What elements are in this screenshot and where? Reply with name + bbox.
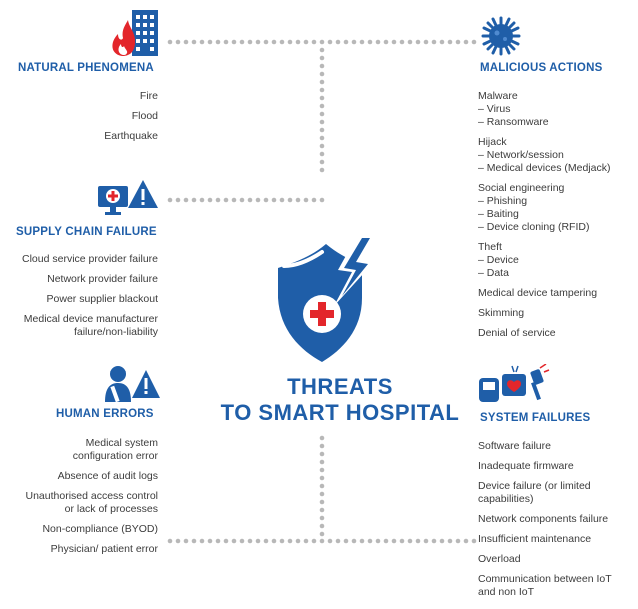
connector-dot	[320, 500, 325, 505]
natural-phenomena-title: NATURAL PHENOMENA	[18, 62, 154, 74]
connector-dot	[264, 539, 269, 544]
connector-dot	[320, 40, 325, 45]
connector-dot	[448, 539, 453, 544]
connector-dot	[296, 539, 301, 544]
list-item: Theft – Device – Data	[478, 241, 519, 279]
virus-icon	[478, 14, 524, 58]
connector-dot	[272, 539, 277, 544]
connector-dot	[464, 539, 469, 544]
connector-dot	[176, 198, 181, 203]
connector-dot	[320, 516, 325, 521]
human-errors-title: HUMAN ERRORS	[56, 408, 154, 420]
connector-dot	[184, 40, 189, 45]
connector-dot	[320, 80, 325, 85]
connector-dot	[224, 198, 229, 203]
connector-dot	[320, 136, 325, 141]
connector-dot	[232, 40, 237, 45]
connector-dot	[240, 40, 245, 45]
connector-dot	[168, 40, 173, 45]
connector-dot	[192, 539, 197, 544]
supply-chain-list	[0, 253, 158, 346]
connector-dot	[304, 198, 309, 203]
connector-dot	[416, 40, 421, 45]
connector-dot	[360, 40, 365, 45]
connector-dot	[312, 539, 317, 544]
connector-dot	[320, 128, 325, 133]
connector-dot	[320, 452, 325, 457]
connector-dot	[320, 168, 325, 173]
system-failures-title: SYSTEM FAILURES	[480, 412, 591, 424]
connector-dot	[288, 539, 293, 544]
connector-dot	[184, 198, 189, 203]
connector-dot	[304, 539, 309, 544]
list-item: Fire	[139, 90, 158, 102]
list-item: Denial of service	[478, 327, 556, 339]
list-item: Device failure (or limited capabilities)	[478, 480, 591, 505]
connector-dot	[392, 539, 397, 544]
connector-dot	[472, 40, 477, 45]
connector-dot	[400, 40, 405, 45]
connector-dot	[360, 539, 365, 544]
connector-dot	[352, 40, 357, 45]
list-item: Power supplier blackout	[46, 293, 158, 305]
building-fire-icon	[108, 8, 162, 58]
connector-dot	[320, 96, 325, 101]
connector-dot	[320, 160, 325, 165]
center-title: THREATS TO SMART HOSPITAL	[220, 374, 460, 425]
connector-dot	[472, 539, 477, 544]
connector-dot	[320, 508, 325, 513]
connector-dot	[424, 539, 429, 544]
connector-dot	[216, 40, 221, 45]
list-item: Skimming	[478, 307, 525, 319]
human-errors-list	[0, 437, 158, 563]
connector-dot	[320, 64, 325, 69]
connector-dot	[320, 88, 325, 93]
connector-dot	[280, 198, 285, 203]
connector-dot	[344, 539, 349, 544]
list-item: Physician/ patient error	[50, 543, 158, 555]
connector-dot	[200, 198, 205, 203]
list-item: Insufficient maintenance	[478, 533, 592, 545]
connector-dot	[320, 198, 325, 203]
connector-dot	[248, 40, 253, 45]
list-item: Communication between IoT and non IoT	[478, 573, 612, 598]
connector-dot	[240, 539, 245, 544]
connector-dot	[424, 40, 429, 45]
connector-dot	[216, 198, 221, 203]
system-failures-list	[478, 440, 636, 606]
connector-dot	[392, 40, 397, 45]
connector-dot	[400, 539, 405, 544]
connector-dot	[320, 468, 325, 473]
connector-dot	[320, 444, 325, 449]
connector-dot	[248, 198, 253, 203]
connector-dot	[248, 539, 253, 544]
connector-dot	[176, 539, 181, 544]
connector-dot	[264, 40, 269, 45]
list-item: Inadequate firmware	[478, 460, 574, 472]
shield-cross-lightning-icon	[266, 226, 400, 366]
connector-dot	[352, 539, 357, 544]
connector-dot	[320, 492, 325, 497]
connector-dot	[208, 539, 213, 544]
connector-dot	[208, 198, 213, 203]
connector-dot	[280, 539, 285, 544]
connector-dot	[432, 539, 437, 544]
connector-dot	[312, 198, 317, 203]
connector-dot	[448, 40, 453, 45]
list-item: Medical device tampering	[478, 287, 598, 299]
monitor-warning-icon	[96, 178, 160, 218]
connector-dot	[192, 198, 197, 203]
connector-dot	[344, 40, 349, 45]
connector-dot	[320, 120, 325, 125]
connector-dot	[320, 484, 325, 489]
list-item: Overload	[478, 553, 521, 565]
connector-dot	[328, 40, 333, 45]
list-item: Malware – Virus – Ransomware	[478, 90, 549, 128]
worker-warning-icon	[104, 364, 162, 404]
list-item: Flood	[131, 110, 158, 122]
connector-dot	[176, 40, 181, 45]
list-item: Medical system configuration error	[72, 437, 158, 462]
connector-dot	[168, 539, 173, 544]
list-item: Cloud service provider failure	[22, 253, 158, 265]
malicious-actions-list	[478, 90, 636, 347]
connector-dot	[184, 539, 189, 544]
connector-dot	[224, 539, 229, 544]
connector-dot	[320, 532, 325, 537]
malicious-actions-title: MALICIOUS ACTIONS	[480, 62, 603, 74]
connector-dot	[216, 539, 221, 544]
connector-dot	[320, 436, 325, 441]
connector-dot	[384, 40, 389, 45]
connector-dot	[208, 40, 213, 45]
connector-dot	[296, 198, 301, 203]
list-item: Medical device manufacturer failure/non-liability	[23, 313, 158, 338]
connector-dot	[168, 198, 173, 203]
connector-dot	[264, 198, 269, 203]
list-item: Network components failure	[478, 513, 609, 525]
connector-dot	[336, 40, 341, 45]
connector-dot	[272, 40, 277, 45]
list-item: Social engineering – Phishing – Baiting – Device cloning (RFID)	[478, 182, 590, 233]
connector-dot	[368, 40, 373, 45]
natural-phenomena-list	[0, 90, 158, 150]
connector-dot	[440, 40, 445, 45]
connector-dot	[256, 539, 261, 544]
connector-dot	[224, 40, 229, 45]
connector-dot	[320, 152, 325, 157]
connector-dot	[376, 539, 381, 544]
connector-dot	[336, 539, 341, 544]
connector-dot	[320, 104, 325, 109]
connector-dot	[416, 539, 421, 544]
connector-dot	[376, 40, 381, 45]
connector-dot	[192, 40, 197, 45]
connector-dot	[328, 539, 333, 544]
list-item: Software failure	[478, 440, 551, 452]
connector-dot	[368, 539, 373, 544]
list-item: Non-compliance (BYOD)	[42, 523, 158, 535]
connector-dot	[320, 112, 325, 117]
connector-dot	[320, 539, 325, 544]
connector-dot	[272, 198, 277, 203]
connector-dot	[288, 40, 293, 45]
list-item: Earthquake	[104, 130, 158, 142]
connector-dot	[408, 40, 413, 45]
connector-dot	[240, 198, 245, 203]
list-item: Unauthorised access control or lack of processes	[25, 490, 158, 515]
connector-dot	[312, 40, 317, 45]
connector-dot	[256, 198, 261, 203]
connector-dot	[320, 48, 325, 53]
connector-dot	[232, 539, 237, 544]
connector-dot	[320, 72, 325, 77]
connector-dot	[256, 40, 261, 45]
connector-dot	[288, 198, 293, 203]
connector-dot	[320, 476, 325, 481]
connector-dot	[456, 539, 461, 544]
connector-dot	[200, 40, 205, 45]
connector-dot	[464, 40, 469, 45]
connector-dot	[304, 40, 309, 45]
connector-dot	[320, 524, 325, 529]
connector-dot	[296, 40, 301, 45]
connector-dot	[384, 539, 389, 544]
connector-dot	[232, 198, 237, 203]
connector-dot	[456, 40, 461, 45]
list-item: Hijack – Network/session – Medical devices (Medjack)	[478, 136, 611, 174]
connector-dot	[432, 40, 437, 45]
connector-dot	[408, 539, 413, 544]
list-item: Absence of audit logs	[57, 470, 158, 482]
connector-dot	[320, 56, 325, 61]
connector-dot	[440, 539, 445, 544]
supply-chain-failure-title: SUPPLY CHAIN FAILURE	[16, 226, 157, 238]
connector-dot	[200, 539, 205, 544]
connector-dot	[320, 144, 325, 149]
connector-dot	[320, 460, 325, 465]
connector-dot	[280, 40, 285, 45]
list-item: Network provider failure	[47, 273, 158, 285]
